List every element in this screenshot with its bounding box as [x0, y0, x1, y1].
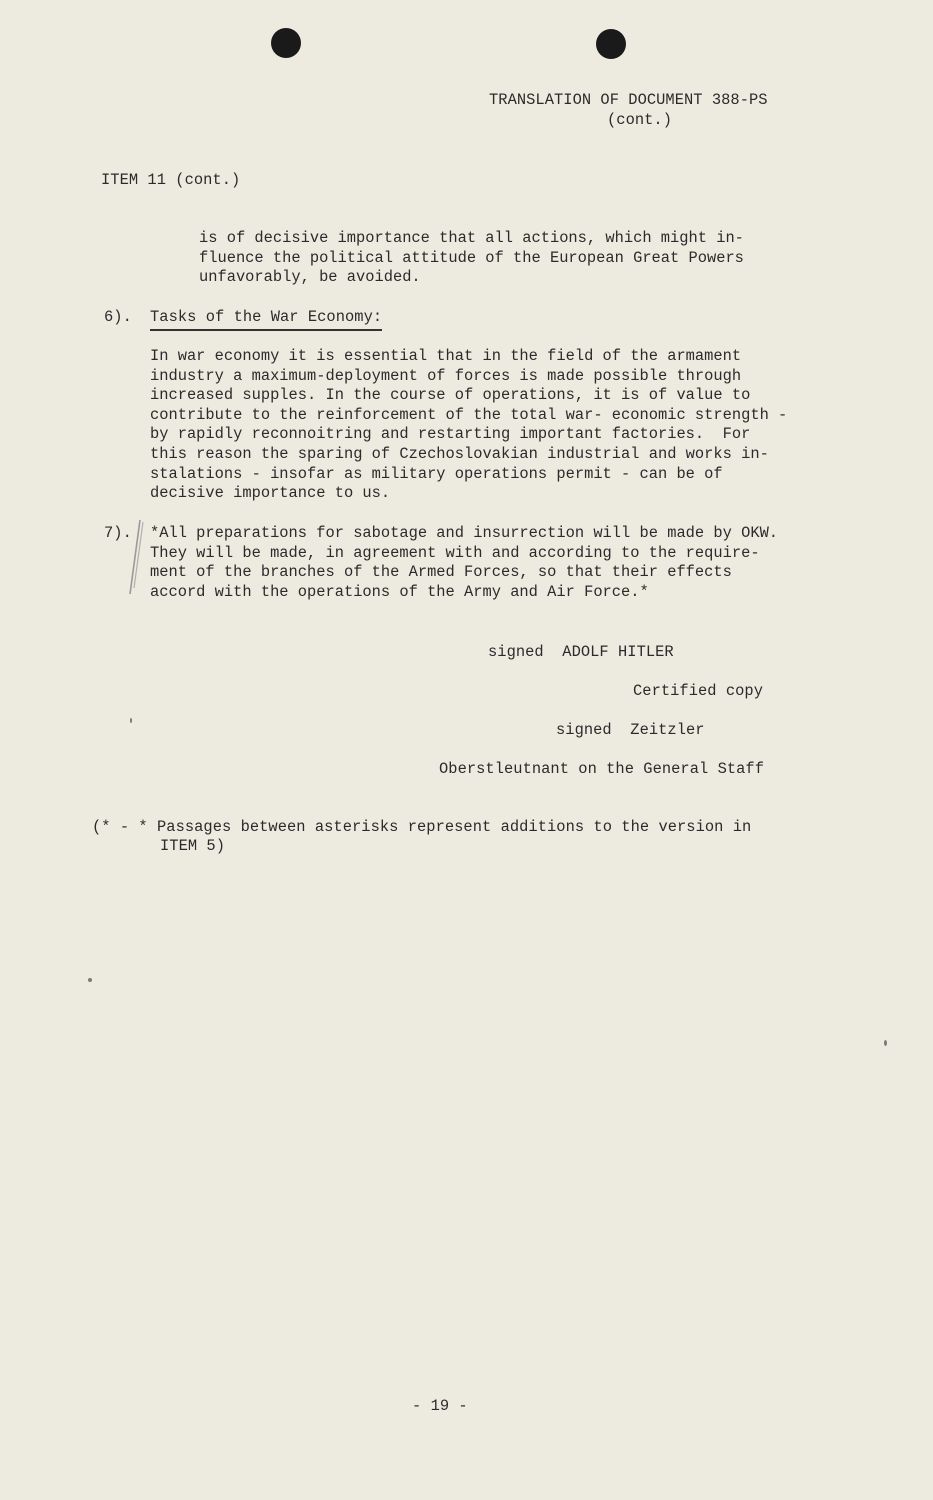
punch-hole-right: [596, 29, 626, 59]
signature-hitler: signed ADOLF HITLER: [488, 643, 674, 661]
paragraph-line: unfavorably, be avoided.: [199, 268, 421, 287]
section-6-body: [150, 347, 787, 504]
section-7-number: 7).: [104, 524, 132, 542]
paragraph-line: contribute to the reinforcement of the total war- economic strength -: [150, 405, 788, 424]
paragraph-line: industry a maximum-deployment of forces is made possible through: [150, 366, 742, 385]
paper-speck: [88, 978, 92, 982]
paragraph-line: ment of the branches of the Armed Forces, so that their effects: [150, 563, 732, 582]
footnote-line-1: (* - * Passages between asterisks represent additions to the version in: [92, 818, 752, 836]
punch-hole-left: [271, 28, 301, 58]
paragraph-line: this reason the sparing of Czechoslovakian industrial and works in-: [150, 444, 769, 463]
paragraph-line: accord with the operations of the Army and Air Force.*: [150, 582, 649, 601]
paragraph-line: by rapidly reconnoitring and restarting important factories. For: [150, 425, 751, 444]
signature-zeitzler: signed Zeitzler: [556, 721, 705, 739]
paragraph-line: *All preparations for sabotage and insurrection will be made by OKW.: [150, 524, 779, 542]
paragraph-line: is of decisive importance that all actions, which might in-: [199, 229, 744, 247]
paragraph-line: stalations - insofar as military operations permit - can be of: [150, 464, 723, 483]
item-heading: ITEM 11 (cont.): [101, 171, 241, 189]
paper-speck: [130, 718, 132, 723]
paragraph-line: decisive importance to us.: [150, 484, 391, 503]
certified-copy: Certified copy: [633, 682, 764, 700]
section-6-number: 6).: [104, 308, 132, 326]
paragraph-line: fluence the political attitude of the European Great Powers: [199, 248, 744, 267]
footnote-line-2: ITEM 5): [160, 837, 226, 855]
signatory-rank: Oberstleutnant on the General Staff: [439, 760, 765, 778]
continuation-paragraph: [199, 229, 744, 288]
paragraph-line: increased supples. In the course of operations, it is of value to: [150, 386, 751, 405]
document-title: TRANSLATION OF DOCUMENT 388-PS: [489, 91, 768, 109]
paper-speck: [884, 1040, 887, 1046]
document-title-cont: (cont.): [607, 111, 673, 129]
page-number: - 19 -: [412, 1397, 468, 1415]
pencil-margin-mark: [126, 518, 144, 596]
section-7-body: [150, 524, 778, 602]
paragraph-line: They will be made, in agreement with and according to the require-: [150, 543, 760, 562]
paragraph-line: In war economy it is essential that in the field of the armament: [150, 347, 742, 365]
section-6-title: Tasks of the War Economy:: [150, 308, 382, 331]
